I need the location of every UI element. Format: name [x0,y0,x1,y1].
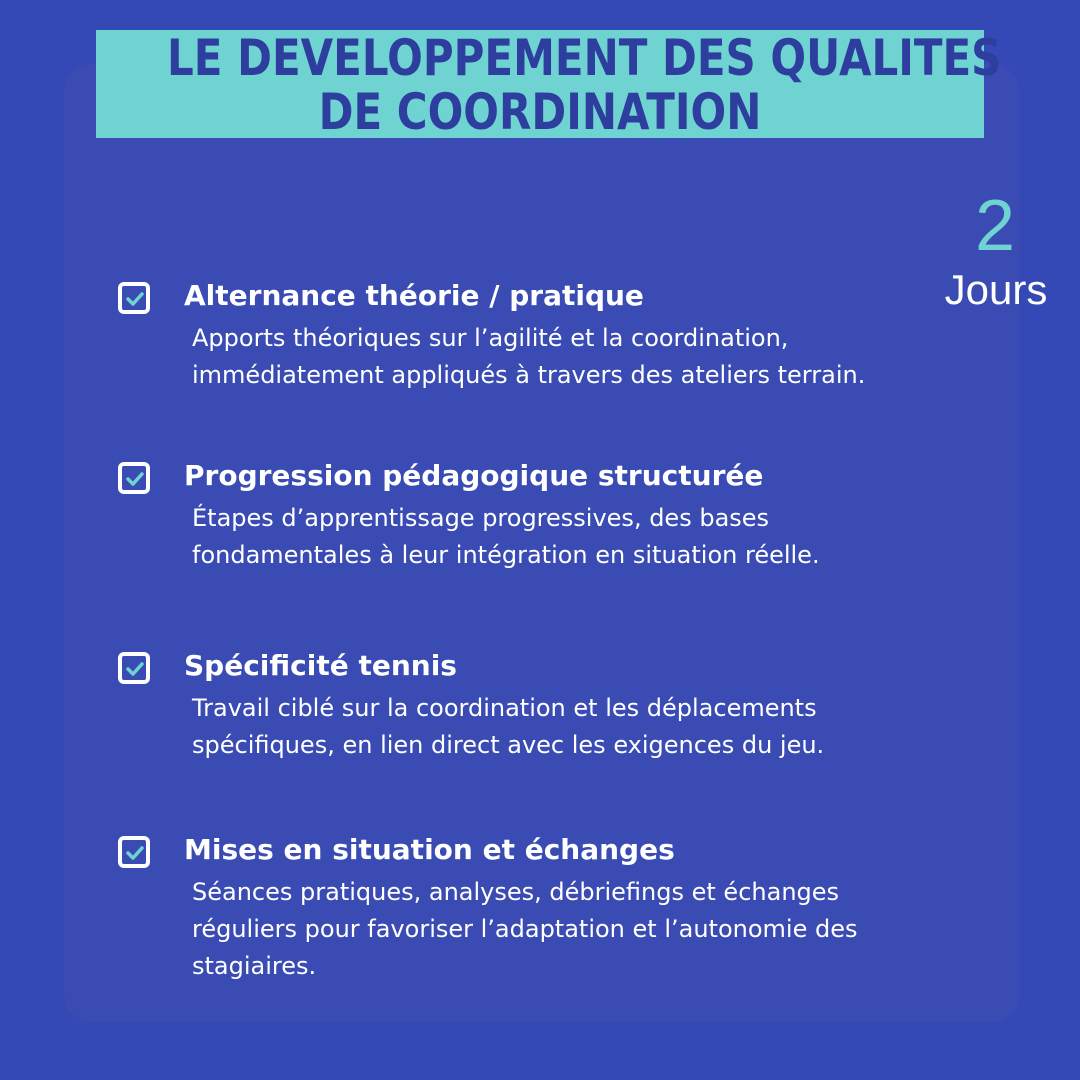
item-description-line: immédiatement appliqués à travers des ateliers terrain. [192,361,866,389]
checkbox-checked-icon [118,462,150,494]
item-description [192,320,982,394]
duration-number: 2 [974,186,1016,266]
checkbox-checked-icon [118,282,150,314]
item-description-line: stagiaires. [192,952,317,980]
item-title: Spécificité tennis [184,649,457,682]
title-line-1: LE DEVELOPPEMENT DES QUALITES [167,29,1002,87]
item-description-line: spécifiques, en lien direct avec les exigences du jeu. [192,731,825,759]
duration-unit: Jours [944,266,1048,313]
item-description [192,874,982,985]
item-description-line: Étapes d’apprentissage progressives, des bases [192,504,770,532]
item-description-line: Travail ciblé sur la coordination et les déplacements [192,694,817,722]
item-title: Mises en situation et échanges [184,833,675,866]
item-title: Alternance théorie / pratique [184,279,644,312]
item-description-line: réguliers pour favoriser l’adaptation et l’autonomie des [192,915,858,943]
item-description [192,500,982,574]
title-banner [96,29,1002,141]
checkbox-checked-icon [118,836,150,868]
checkbox-checked-icon [118,652,150,684]
item-title: Progression pédagogique structurée [184,459,764,492]
title-line-2: DE COORDINATION [318,83,762,141]
item-description [192,690,982,764]
item-description-line: Apports théoriques sur l’agilité et la coordination, [192,324,789,352]
item-description-line: fondamentales à leur intégration en situation réelle. [192,541,820,569]
item-description-line: Séances pratiques, analyses, débriefings et échanges [192,878,840,906]
